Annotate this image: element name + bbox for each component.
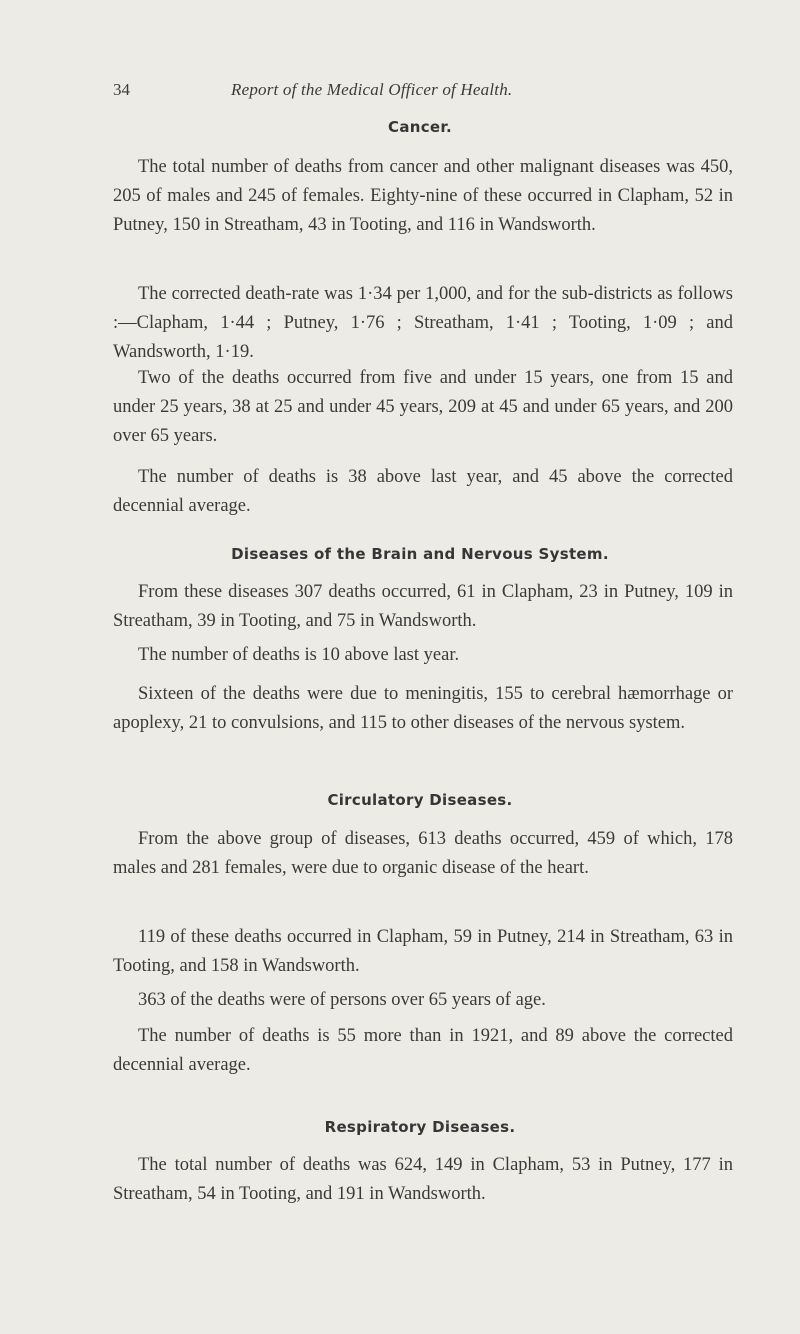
paragraph: The total number of deaths was 624, 149 in Clapham, 53 in Putney, 177 in Streatham, 54 in Tooting, and 191 in Wandsworth.: [113, 1155, 733, 1204]
paragraph: Two of the deaths occurred from five and under 15 years, one from 15 and under 25 years, 38 at 25 and under 45 years, 209 at 45 and under 65 years, and 200 over 65 years.: [113, 368, 733, 446]
paragraph: The total number of deaths from cancer and other malignant diseases was 450, 205 of males and 245 of females. Eighty-nine of these occurred in Clapham, 52 in Putney, 150 in Streatham, 43 in Tooting, and 116 in Wandsworth.: [113, 157, 733, 235]
section-heading-circulatory: Circulatory Diseases.: [327, 791, 513, 809]
page-number: 34: [113, 80, 130, 99]
paragraph: From the above group of diseases, 613 deaths occurred, 459 of which, 178 males and 281 females, were due to organic disease of the heart.: [113, 829, 733, 878]
paragraph: From these diseases 307 deaths occurred, 61 in Clapham, 23 in Putney, 109 in Streatham, 39 in Tooting, and 75 in Wandsworth.: [113, 582, 733, 631]
paragraph: The corrected death-rate was 1·34 per 1,000, and for the sub-districts as follows :—Clapham, 1·44 ; Putney, 1·76 ; Streatham, 1·41 ; Tooting, 1·09 ; and Wandsworth, 1·19.: [113, 284, 733, 362]
paragraph: The number of deaths is 55 more than in 1921, and 89 above the corrected decennial average.: [113, 1026, 733, 1075]
section-heading-cancer: Cancer.: [388, 118, 452, 136]
section-heading-respiratory: Respiratory Diseases.: [324, 1118, 516, 1136]
section-heading-brain-nervous: Diseases of the Brain and Nervous System.: [231, 545, 609, 563]
running-title: Report of the Medical Officer of Health.: [231, 80, 513, 99]
page-header: [113, 80, 733, 104]
paragraph: 363 of the deaths were of persons over 65 years of age.: [138, 990, 546, 1010]
paragraph: 119 of these deaths occurred in Clapham, 59 in Putney, 214 in Streatham, 63 in Tooting, and 158 in Wandsworth.: [113, 927, 733, 976]
paragraph: Sixteen of the deaths were due to meningitis, 155 to cerebral hæmorrhage or apoplexy, 21 to convulsions, and 115 to other diseases of the nervous system.: [113, 684, 733, 733]
paragraph: The number of deaths is 38 above last year, and 45 above the corrected decennial average.: [113, 467, 733, 516]
paragraph: The number of deaths is 10 above last year.: [138, 645, 460, 665]
